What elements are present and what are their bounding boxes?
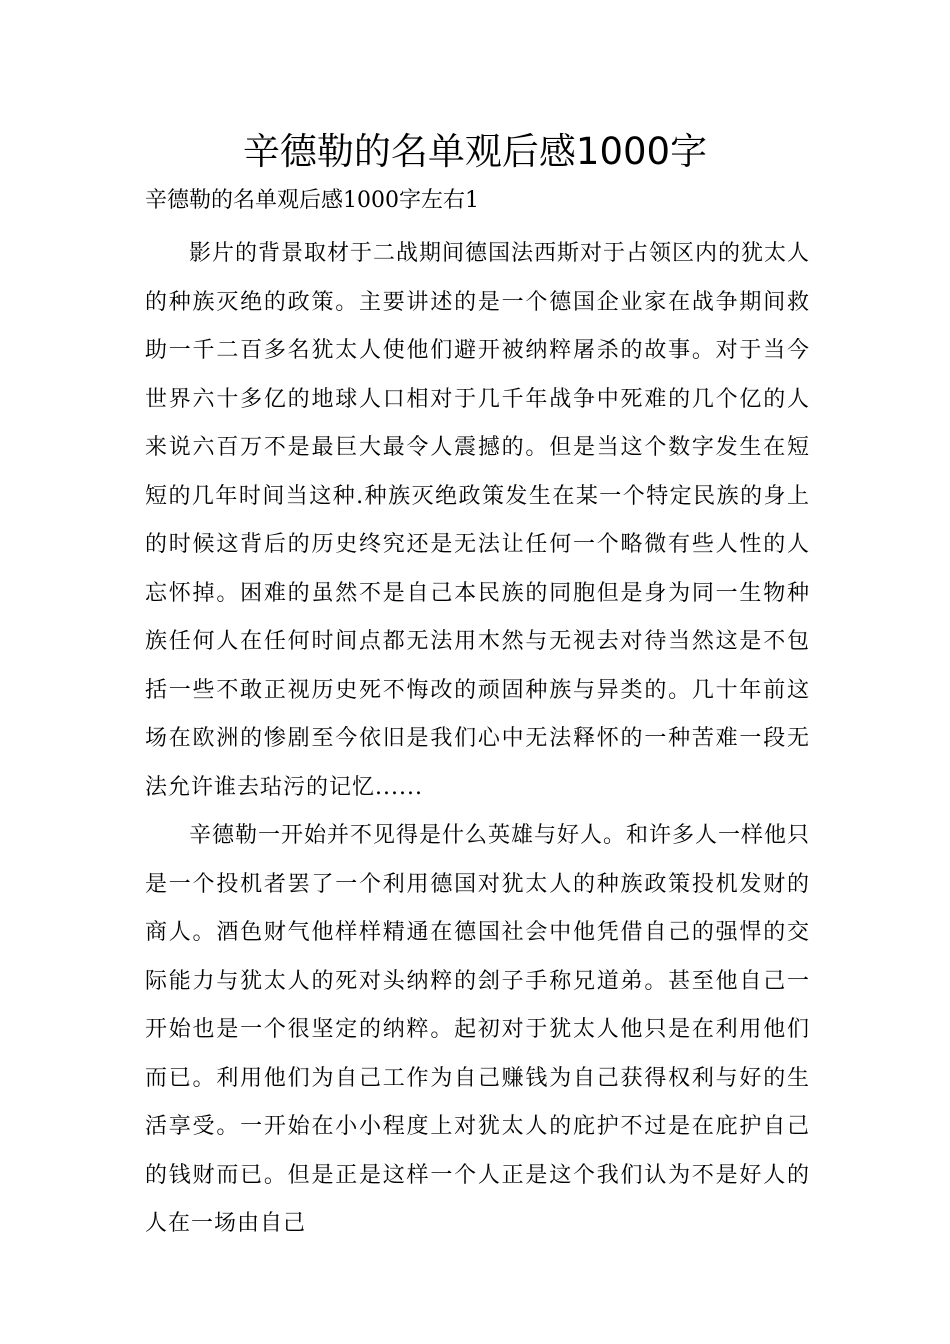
- document-subtitle: 辛德勒的名单观后感1000字左右1: [145, 188, 479, 213]
- body-paragraph-1: 影片的背景取材于二战期间德国法西斯对于占领区内的犹太人的种族灭绝的政策。主要讲述的是一个德国企业家在战争期间救助一千二百多名犹太人使他们避开被纳粹屠杀的故事。对于当今世界六十多亿的地球人口相对于几千年战争中死难的几个亿的人来说六百万不是最巨大最令人震撼的。但是当这个数字发生在短短的几年时间当这种.种族灭绝政策发生在某一个特定民族的身上的时候这背后的历史终究还是无法让任何一个略微有些人性的人忘怀掉。困难的虽然不是自己本民族的同胞但是身为同一生物种族任何人在任何时间点都无法用木然与无视去对待当然这是不包括一些不敢正视历史死不悔改的顽固种族与异类的。几十年前这场在欧洲的惨剧至今依旧是我们心中无法释怀的一种苦难一段无法允许谁去玷污的记忆......: [145, 241, 811, 800]
- document-body: [145, 230, 810, 1249]
- body-paragraph-2: 辛德勒一开始并不见得是什么英雄与好人。和许多人一样他只是一个投机者罢了一个利用德国对犹太人的种族政策投机发财的商人。酒色财气他样样精通在德国社会中他凭借自己的强悍的交际能力与犹太人的死对头纳粹的刽子手称兄道弟。甚至他自己一开始也是一个很坚定的纳粹。起初对于犹太人他只是在利用他们而已。利用他们为自己工作为自己赚钱为自己获得权利与好的生活享受。一开始在小小程度上对犹太人的庇护不过是在庇护自己的钱财而已。但是正是这样一个人正是这个我们认为不是好人的人在一场由自己: [145, 823, 811, 1236]
- document-title: 辛德勒的名单观后感1000字: [242, 130, 708, 173]
